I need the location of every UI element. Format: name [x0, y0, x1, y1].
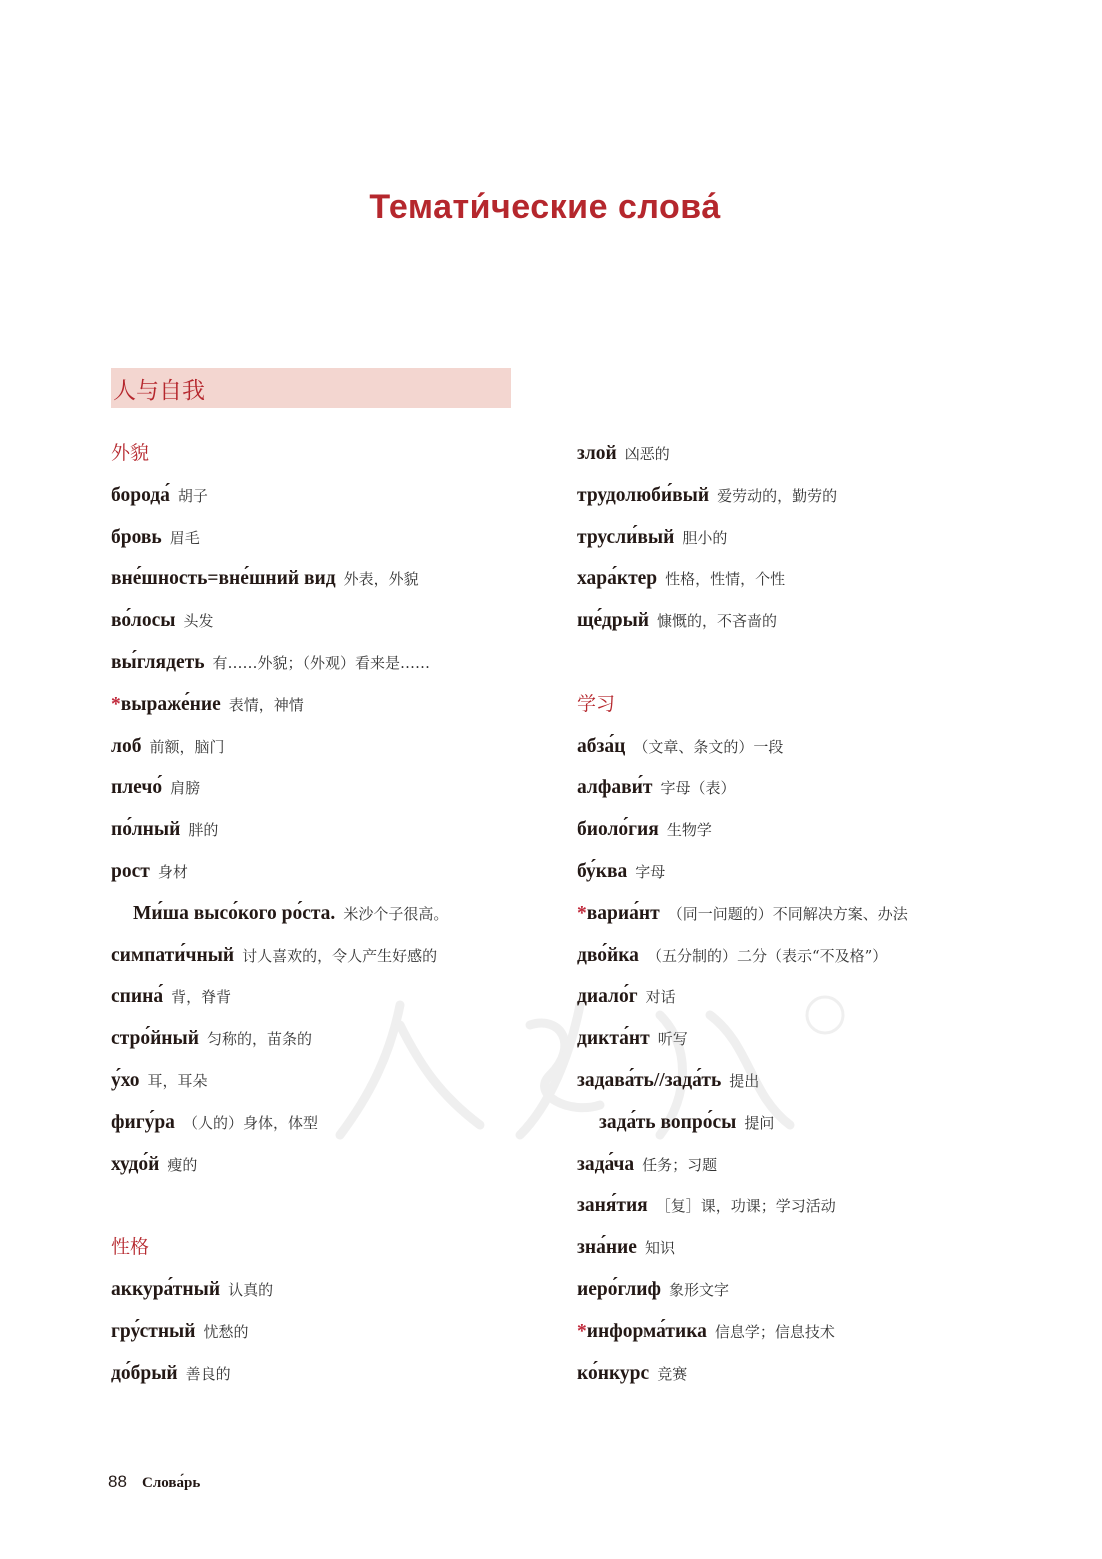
russian-word: дво́йка [577, 944, 639, 966]
subsection-heading: 学习 [577, 692, 616, 715]
translation: 瘦的 [167, 1155, 198, 1174]
translation: 爱劳动的，勤劳的 [717, 486, 838, 505]
translation: 表情，神情 [228, 695, 304, 714]
translation: 凶恶的 [624, 445, 670, 463]
russian-word: по́лный [111, 819, 181, 841]
russian-word: зна́ние [577, 1237, 637, 1259]
vocab-entry [577, 1144, 1017, 1186]
vocab-entry [111, 517, 551, 559]
russian-word: плечо́ [111, 777, 163, 799]
russian-word: во́лосы [111, 610, 176, 632]
russian-word: злой [577, 443, 617, 464]
russian-word: борода́ [111, 484, 170, 506]
vocab-entry [577, 558, 1017, 600]
translation: 任务；习题 [642, 1155, 718, 1174]
vocab-entry [111, 600, 551, 642]
vocab-entry [577, 1353, 1017, 1395]
vocab-entry [111, 1060, 551, 1102]
russian-word: задава́ть//зада́ть [577, 1069, 722, 1091]
translation: 米沙个子很高。 [343, 904, 449, 923]
translation: 头发 [183, 612, 214, 631]
vocab-entry [111, 684, 551, 726]
russian-word: диало́г [577, 986, 638, 1008]
vocab-entry [111, 558, 551, 600]
vocab-entry [577, 809, 1017, 851]
translation: 胆小的 [682, 528, 728, 547]
translation: 提出 [729, 1071, 760, 1090]
spacer [111, 1185, 551, 1227]
vocab-entry [111, 851, 551, 893]
translation: （五分制的）二分（表示“不及格”） [646, 946, 888, 965]
russian-word: бровь [111, 526, 162, 548]
translation: 胡子 [177, 486, 208, 505]
translation: 知识 [644, 1239, 675, 1258]
translation: 讨人喜欢的，令人产生好感的 [242, 946, 438, 965]
translation: ［复］课，功课；学习活动 [655, 1197, 836, 1216]
vocab-entry [111, 809, 551, 851]
russian-word: трусли́вый [577, 526, 675, 548]
section-title: 人与自我 [113, 378, 205, 404]
subsection-heading: 外貌 [111, 442, 150, 464]
translation: 有……外貌；（外观）看来是…… [212, 653, 431, 672]
vocab-entry [577, 475, 1017, 517]
vocab-entry [577, 433, 1017, 475]
asterisk-mark: * [577, 902, 587, 924]
russian-word: бу́ква [577, 860, 628, 882]
vocab-entry [111, 935, 551, 977]
translation: 胖的 [188, 821, 219, 840]
vocab-entry [111, 1102, 551, 1144]
example-row [577, 1102, 1017, 1144]
russian-word: биоло́гия [577, 819, 659, 841]
russian-word: выраже́ние [120, 693, 221, 715]
asterisk-mark: * [111, 693, 121, 715]
russian-word: алфави́т [577, 777, 653, 799]
vocab-entry [577, 1060, 1017, 1102]
translation: 信息学；信息技术 [714, 1322, 835, 1341]
translation: 提问 [744, 1113, 775, 1132]
page-footer [108, 1472, 200, 1492]
vocab-entry [111, 726, 551, 768]
vocab-entry [111, 1269, 551, 1311]
page-number: 88 [108, 1472, 127, 1491]
spacer [577, 642, 1017, 684]
vocab-entry [577, 893, 1017, 935]
vocab-entry [111, 1018, 551, 1060]
vocab-entry [111, 767, 551, 809]
vocab-entry [111, 1144, 551, 1186]
translation: 前额，脑门 [149, 737, 225, 756]
vocab-entry [111, 642, 551, 684]
translation: 对话 [645, 988, 676, 1007]
russian-word: до́брый [111, 1362, 178, 1384]
translation: 性格，性情，个性 [665, 570, 786, 589]
translation: 生物学 [666, 821, 712, 840]
russian-word: спина́ [111, 986, 164, 1008]
page-title: Темати́ческие слова́ [369, 188, 721, 226]
example-phrase: зада́ть вопро́сы [599, 1111, 737, 1133]
vocab-entry [577, 976, 1017, 1018]
vocab-entry [577, 600, 1017, 642]
subsection-heading: 性格 [111, 1236, 150, 1259]
vocab-entry [577, 851, 1017, 893]
russian-word: трудолюби́вый [577, 484, 710, 506]
asterisk-mark: * [577, 1320, 587, 1342]
russian-word: ще́дрый [577, 610, 650, 632]
translation: 竞赛 [657, 1364, 688, 1383]
vocab-entry [577, 767, 1017, 809]
russian-word: худо́й [111, 1153, 160, 1175]
translation: 背，脊背 [171, 988, 232, 1007]
vocab-entry [577, 1311, 1017, 1353]
russian-word: фигу́ра [111, 1111, 175, 1133]
vocab-entry [577, 517, 1017, 559]
translation: 忧愁的 [203, 1322, 249, 1341]
translation: （人的）身体，体型 [182, 1113, 318, 1132]
russian-word: информа́тика [586, 1320, 707, 1342]
translation: 匀称的，苗条的 [207, 1030, 313, 1049]
russian-word: заня́тия [577, 1195, 648, 1217]
vocab-entry [111, 976, 551, 1018]
russian-word: у́хо [111, 1069, 140, 1091]
russian-word: абза́ц [577, 735, 626, 757]
translation: 耳，耳朵 [147, 1071, 208, 1090]
translation: （同一问题的）不同解决方案、办法 [667, 904, 908, 923]
section-banner [111, 368, 511, 408]
vocab-entry [111, 475, 551, 517]
vocab-entry [577, 1018, 1017, 1060]
translation: 身材 [157, 862, 188, 881]
vocab-entry [577, 1185, 1017, 1227]
translation: 象形文字 [669, 1280, 730, 1299]
translation: 认真的 [228, 1280, 274, 1299]
translation: 听写 [657, 1030, 688, 1049]
translation: 慷慨的，不吝啬的 [657, 612, 778, 631]
vocab-entry [111, 1353, 551, 1395]
russian-word: стро́йный [111, 1028, 199, 1050]
russian-word: зада́ча [577, 1153, 635, 1175]
vocab-entry [111, 1311, 551, 1353]
russian-word: гру́стный [111, 1320, 196, 1342]
translation: （文章、条文的）一段 [633, 737, 784, 756]
example-phrase: Ми́ша высо́кого ро́ста. [133, 902, 336, 924]
left-column [111, 433, 551, 1394]
vocab-entry [577, 1269, 1017, 1311]
translation: 外表，外貌 [343, 570, 419, 589]
russian-word: рост [111, 860, 150, 882]
russian-word: иеро́глиф [577, 1278, 662, 1300]
russian-word: дикта́нт [577, 1028, 650, 1050]
russian-word: хара́ктер [577, 568, 658, 590]
russian-word: вариа́нт [586, 902, 660, 924]
russian-word: ко́нкурс [577, 1362, 650, 1384]
russian-word: симпати́чный [111, 944, 235, 966]
example-row [111, 893, 551, 935]
russian-word: вне́шность=вне́шний вид [111, 568, 336, 590]
translation: 善良的 [185, 1364, 231, 1383]
translation: 肩膀 [170, 779, 201, 798]
translation: 眉毛 [169, 528, 200, 547]
vocab-entry [577, 1227, 1017, 1269]
vocab-entry [577, 726, 1017, 768]
footer-title: Слова́рь [142, 1475, 201, 1491]
translation: 字母（表） [660, 779, 736, 798]
russian-word: лоб [111, 735, 142, 757]
vocab-entry [577, 935, 1017, 977]
translation: 字母 [635, 862, 666, 881]
russian-word: вы́глядеть [111, 651, 205, 673]
russian-word: аккура́тный [111, 1278, 221, 1300]
right-column [577, 433, 1017, 1394]
